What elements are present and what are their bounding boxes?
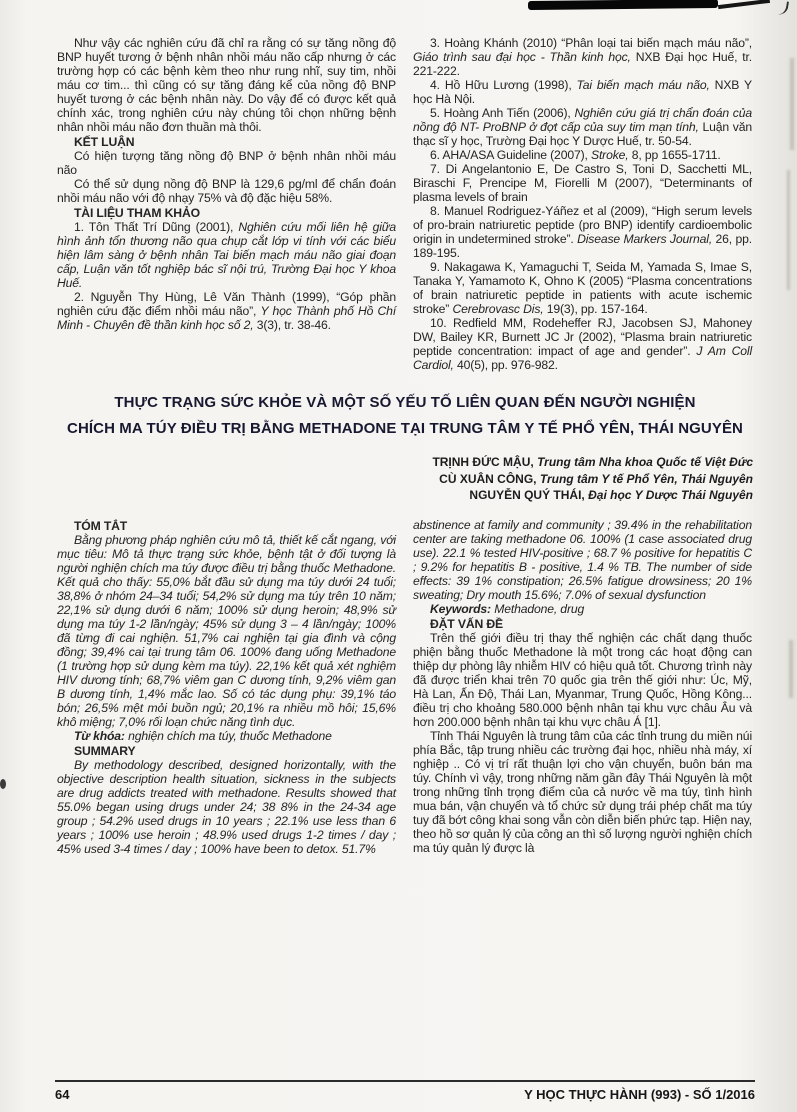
scan-mark-paren (778, 0, 789, 15)
scan-smudge (790, 58, 794, 150)
summary-continuation: abstinence at family and community ; 39.4% in the rehabilitation center are taking methadone 06. 100% (1 case associated drug use). 22.1 % tested HIV-positive ; 68.7 % positive for hepatitis C ; 9.2% for hepatitis B - positive, 1.4 % TB. The number of side effects: 39 1% constipation; 26.5% fatigue drowsiness; 20 1% sweating; Dry mouth 15.6%; 7.0% of sexual dysfunction (413, 517, 752, 602)
author-line (57, 487, 753, 504)
summary-body: By methodology described, designed horizontally, with the objective description health situation, sickness in the subjects are drug addicts treated with methadone. Results showed that 55.0% began using drugs under 24; 38 8% in the 24-34 age group ; 54.2% used drugs in 10 years ; 22.1% use less than 6 years ; 100% use heroin ; 48.9% used drugs 1-2 times / day ; 45% used 3-4 times / day ; 100% have been to detox. 51.7% (57, 757, 396, 856)
reference-item: 7. Di Angelantonio E, De Castro S, Toni D, Sacchetti ML, Biraschi F, Prencipe M, Fiorelli M (2007), “Determinants of plasma levels of brain (413, 162, 752, 204)
summary-heading: SUMMARY (74, 743, 136, 758)
introduction-paragraph: Tỉnh Thái Nguyên là trung tâm của các tỉnh trung du miền núi phía Bắc, tập trung nhiều các trường đại học, nhiều nhà máy, xí nghiệp .. Có vị trí rất thuận lợi cho vận chuyển, buôn bán ma túy. Chính vì vậy, trong những năm gần đây Thái Nguyên là một trong những tỉnh trọng điểm của cả nước về ma túy, tình hình mua bán, vận chuyển và tổ chức sử dụng trái phép chất ma túy tuy đã bớt công khai song vẫn còn diễn biến phức tạp. Hiện nay, theo hồ sơ quản lý của công an thì số lượng người nghiện chích ma túy quản lý được là (413, 728, 752, 855)
scan-smudge (787, 170, 790, 290)
prev-left-column (57, 36, 396, 372)
prev-right-column (413, 36, 752, 372)
article-right-column (413, 518, 752, 856)
page-content (57, 36, 753, 856)
conclusion-paragraph: Có hiện tượng tăng nồng độ BNP ở bệnh nhân nhồi máu não (57, 149, 396, 177)
author-name: CÙ XUÂN CÔNG, (439, 471, 540, 486)
author-line (57, 471, 753, 488)
reference-item: 6. AHA/ASA Guideline (2007), Stroke, 8, pp 1655-1711. (430, 148, 721, 162)
journal-title: Y HỌC THỰC HÀNH (993) - SỐ 1/2016 (524, 1087, 755, 1102)
article-left-column (57, 518, 396, 856)
reference-item: 9. Nakagawa K, Yamaguchi T, Seida M, Yamada S, Imae S, Tanaka Y, Yamamoto K, Ohno K (2005) “Plasma concentrations of brain natriuretic peptide in patients with acute ischemic stroke” Cerebrovasc Dis, 19(3), pp. 157-164. (413, 260, 752, 316)
abstract-body: Bằng phương pháp nghiên cứu mô tả, thiết kế cắt ngang, với mục tiêu: Mô tả thực trạng sức khỏe, bệnh tật ở đối tượng là người nghiện chích ma túy được điều trị bằng thuốc Methadone. Kết quả cho thấy: 55,0% bắt đầu sử dụng ma túy dưới 24 tuổi; 38,8% ở nhóm 24–34 tuổi; 54,2% sử dụng ma túy trên 10 năm; 22,1% sử dụng dưới 6 năm; 100% sử dụng heroin; 48,9% sử dụng ma túy 1-2 lần/ngày; 45% sử dụng 3 – 4 lần/ngày; 100% đã từng đi cai nghiện. 51,7% cai nghiện tại gia đình và cộng đồng; 39,4% cai tại trung tâm 06. 100% đang uống Methadone (1 trường hợp sử dụng kèm ma túy). 22,1% kết quả xét nghiệm HIV dương tính; 68,7% viêm gan C dương tính, 9,2% viêm gan B dương tính, 1,4% mắc lao. Số có tác dụng phụ: 39,1% táo bón; 26,5% mệt mỏi buồn ngủ; 20,1% ra nhiều mồ hôi; 15,6% khô miệng; 7,0% rối loạn chức năng tình dục. (57, 532, 396, 729)
introduction-paragraph: Trên thế giới điều trị thay thế nghiện các chất dạng thuốc phiện bằng thuốc Methadone là một trong các hoạt động can thiệp dự phòng lây nhiễm HIV có hiệu quả tốt. Chương trình này đã được triển khai trên 70 quốc gia trên thế giới như: Úc, Mỹ, Hà Lan, Ấn Độ, Thái Lan, Myanmar, Trung Quốc, Hồng Kông... điều trị cho khoảng 580.000 bệnh nhân tại khu vực châu Âu và hơn 200.000 bệnh nhân tại khu vực châu Á [1]. (413, 630, 752, 729)
article-title-line2: CHÍCH MA TÚY ĐIỀU TRỊ BẰNG METHADONE TẠI TRUNG TÂM Y TẾ PHỔ YÊN, THÁI NGUYÊN (67, 420, 743, 437)
conclusion-paragraph: Có thể sử dụng nồng độ BNP là 129,6 pg/ml để chẩn đoán nhồi máu não với độ nhạy 75% và độ đặc hiệu 58%. (57, 177, 396, 205)
reference-item: 4. Hồ Hữu Lương (1998), Tai biến mạch máu não, NXB Y học Hà Nội. (413, 78, 752, 106)
reference-item: 1. Tôn Thất Trí Dũng (2001), Nghiên cứu mối liên hệ giữa hình ảnh tổn thương não qua chụp cắt lớp vi tính với các biểu hiện lâm sàng ở bệnh nhân Tai biến mạch máu não giai đoạn cấp, Luận văn tốt nghiệp bác sĩ nội trú, Trường Đại học Y khoa Huế. (57, 220, 396, 290)
keywords-vi-value: nghiện chích ma túy, thuốc Methadone (128, 728, 332, 743)
page-footer (55, 1080, 755, 1102)
conclusion-heading: KẾT LUẬN (74, 135, 135, 149)
scan-smudge (789, 640, 793, 698)
keywords-en-label: Keywords: (430, 601, 495, 616)
author-affiliation: Đại học Y Dược Thái Nguyên (588, 488, 753, 502)
author-affiliation: Trung tâm Nha khoa Quốc tế Việt Đức (537, 455, 753, 469)
scan-dot (0, 779, 6, 789)
article-body-section (57, 518, 753, 856)
introduction-heading: ĐẶT VẤN ĐỀ (430, 616, 503, 631)
author-name: TRỊNH ĐỨC MẬU, (432, 455, 538, 469)
reference-item: 3. Hoàng Khánh (2010) “Phân loại tai biến mạch máu não”, Giáo trình sau đại học - Thần kinh học, NXB Đại học Huế, tr. 221-222. (413, 36, 752, 78)
abstract-heading: TÓM TẮT (74, 518, 128, 533)
reference-item: 5. Hoàng Anh Tiến (2006), Nghiên cứu giá trị chẩn đoán của nồng độ NT- ProBNP ở đợt cấp của suy tim mạn tính, Luận văn thạc sĩ y học, Trường Đại học Y Dược Huế, tr. 50-54. (413, 106, 752, 148)
reference-item: 8. Manuel Rodriguez-Yáñez et al (2009), “High serum levels of pro-brain natriuretic peptide (pro BNP) identify cardioembolic origin in undetermined stroke”. Disease Markers Journal, 26, pp. 189-195. (413, 204, 752, 260)
scan-mark-top-bar (528, 0, 718, 10)
reference-item: 10. Redfield MM, Rodeheffer RJ, Jacobsen SJ, Mahoney DW, Bailey KR, Burnett JC Jr (2002), “Plasma brain natriuretic peptide concentration: impact of age and gender”. J Am Coll Cardiol, 40(5), pp. 976-982. (413, 316, 752, 372)
article-title (59, 390, 751, 442)
reference-item: 2. Nguyễn Thy Hùng, Lê Văn Thành (1999), “Góp phần nghiên cứu đặc điểm nhồi máu não”, Y học Thành phố Hồ Chí Minh - Chuyên đề thần kinh học số 2, 3(3), tr. 38-46. (57, 290, 396, 332)
authors-block (57, 454, 753, 504)
keywords-vi (57, 729, 396, 743)
keywords-en (413, 602, 752, 616)
keywords-vi-label: Từ khóa: (74, 728, 129, 743)
author-affiliation: Trung tâm Y tế Phổ Yên, Thái Nguyên (539, 471, 753, 486)
scan-mark-top-line (718, 0, 770, 9)
previous-article-section (57, 36, 753, 372)
article-title-line1: THỰC TRẠNG SỨC KHỎE VÀ MỘT SỐ YẾU TỐ LIÊN QUAN ĐẾN NGƯỜI NGHIỆN (114, 394, 696, 411)
page-number: 64 (55, 1087, 70, 1102)
author-line (57, 454, 753, 471)
references-heading: TÀI LIỆU THAM KHẢO (74, 206, 200, 220)
keywords-en-value: Methadone, drug (494, 601, 585, 616)
author-name: NGUYỄN QUÝ THÁI, (469, 488, 589, 502)
closing-paragraph: Như vậy các nghiên cứu đã chỉ ra rằng có sự tăng nồng độ BNP huyết tương ở bệnh nhân nhồi máu não cấp nhưng ở các trường hợp có các bệnh kèm theo như rung nhĩ, suy tim, nhồi máu cơ tim... thì cũng có sự tăng đáng kể của nồng độ BNP huyết tương ở các bệnh nhân này. Do vậy để có được kết quả chính xác, trong nghiên cứu này chúng tôi chọn những bệnh nhân nhồi máu não đơn thuần mà thôi. (57, 36, 396, 134)
